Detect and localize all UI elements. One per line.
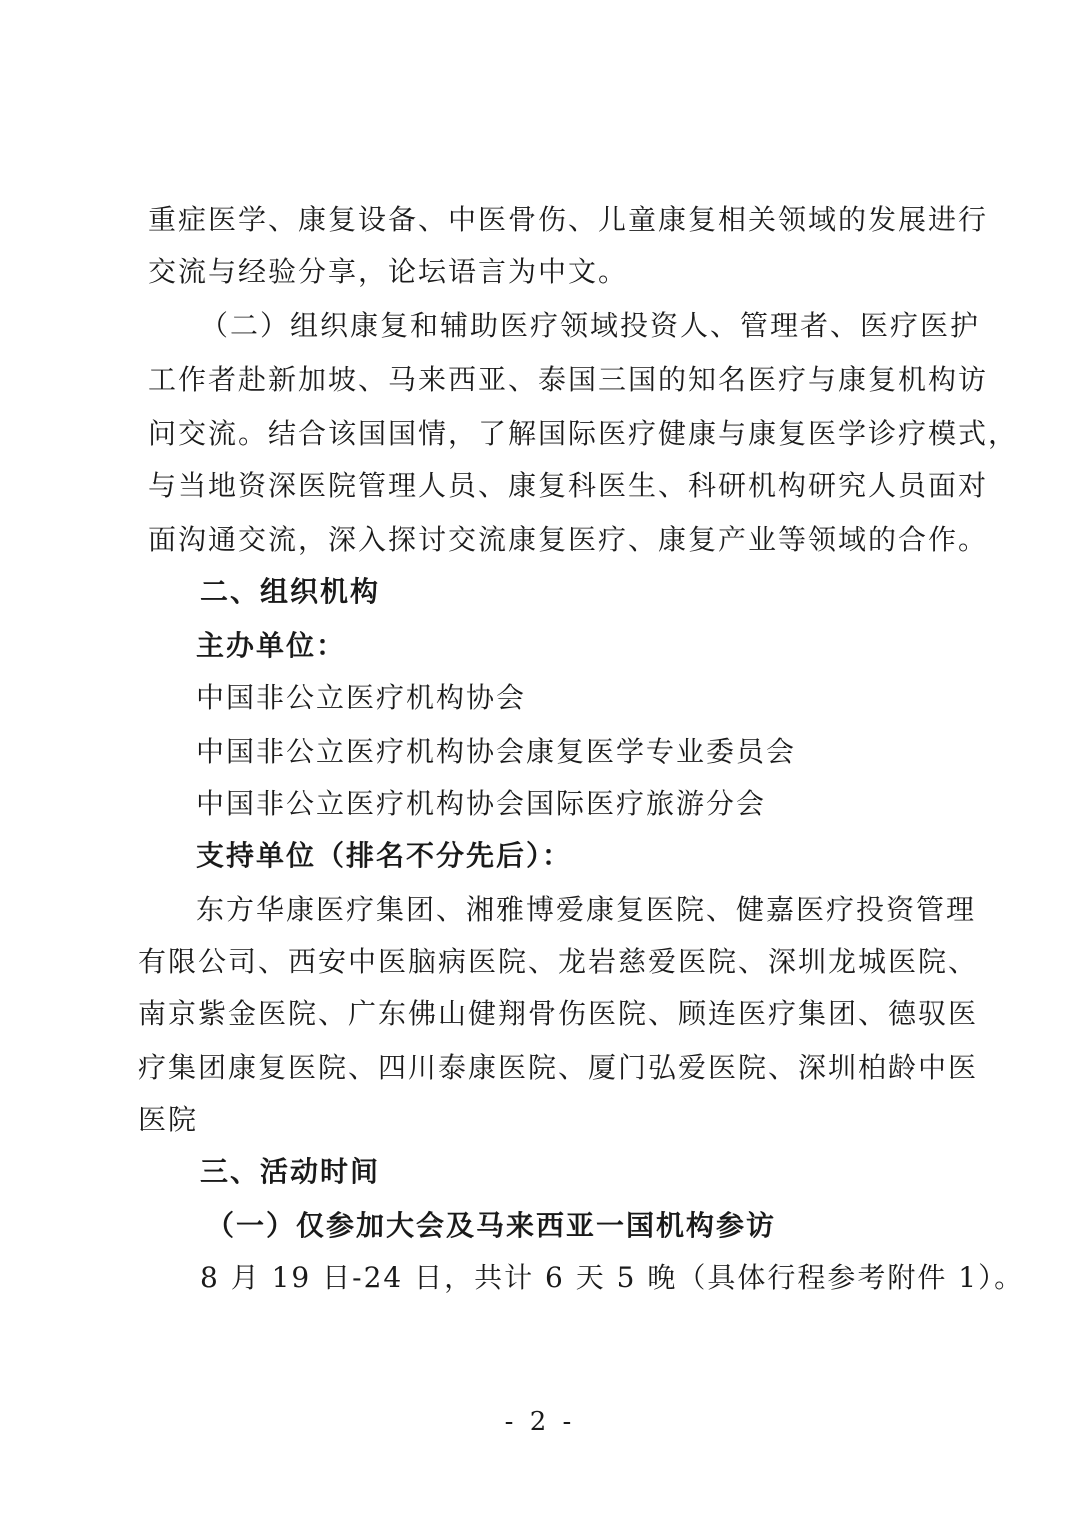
paragraph-line: 工作者赴新加坡、马来西亚、泰国三国的知名医疗与康复机构访	[148, 363, 989, 396]
host-item: 中国非公立医疗机构协会康复医学专业委员会	[196, 735, 797, 768]
paragraph-line: 问交流。结合该国国情，了解国际医疗健康与康复医学诊疗模式，	[148, 417, 1019, 450]
support-label: 支持单位（排名不分先后）：	[196, 839, 573, 872]
host-item: 中国非公立医疗机构协会	[196, 681, 527, 714]
paragraph-line: 重症医学、康复设备、中医骨伤、儿童康复相关领域的发展进行	[148, 203, 989, 236]
host-item: 中国非公立医疗机构协会国际医疗旅游分会	[196, 787, 767, 820]
support-line: 南京紫金医院、广东佛山健翔骨伤医院、顾连医疗集团、德驭医	[138, 997, 979, 1030]
subsection-heading: （一）仅参加大会及马来西亚一国机构参访	[206, 1209, 777, 1242]
section-heading: 三、活动时间	[200, 1155, 381, 1188]
section-heading: 二、组织机构	[200, 575, 381, 608]
paragraph-line: 8 月 19 日-24 日，共计 6 天 5 晚（具体行程参考附件 1）。	[200, 1261, 1025, 1294]
host-label: 主办单位：	[196, 629, 347, 662]
paragraph-line: （二）组织康复和辅助医疗领域投资人、管理者、医疗医护	[200, 309, 981, 342]
support-line: 东方华康医疗集团、湘雅博爱康复医院、健嘉医疗投资管理	[196, 893, 977, 926]
page-number: - 2 -	[504, 1407, 576, 1437]
paragraph-line: 面沟通交流，深入探讨交流康复医疗、康复产业等领域的合作。	[148, 523, 989, 556]
paragraph-line: 与当地资深医院管理人员、康复科医生、科研机构研究人员面对	[148, 469, 989, 502]
support-line: 疗集团康复医院、四川泰康医院、厦门弘爱医院、深圳柏龄中医	[138, 1051, 979, 1084]
support-line: 有限公司、西安中医脑病医院、龙岩慈爱医院、深圳龙城医院、	[138, 945, 979, 978]
support-line: 医院	[138, 1103, 199, 1136]
paragraph-line: 交流与经验分享，论坛语言为中文。	[148, 255, 629, 288]
